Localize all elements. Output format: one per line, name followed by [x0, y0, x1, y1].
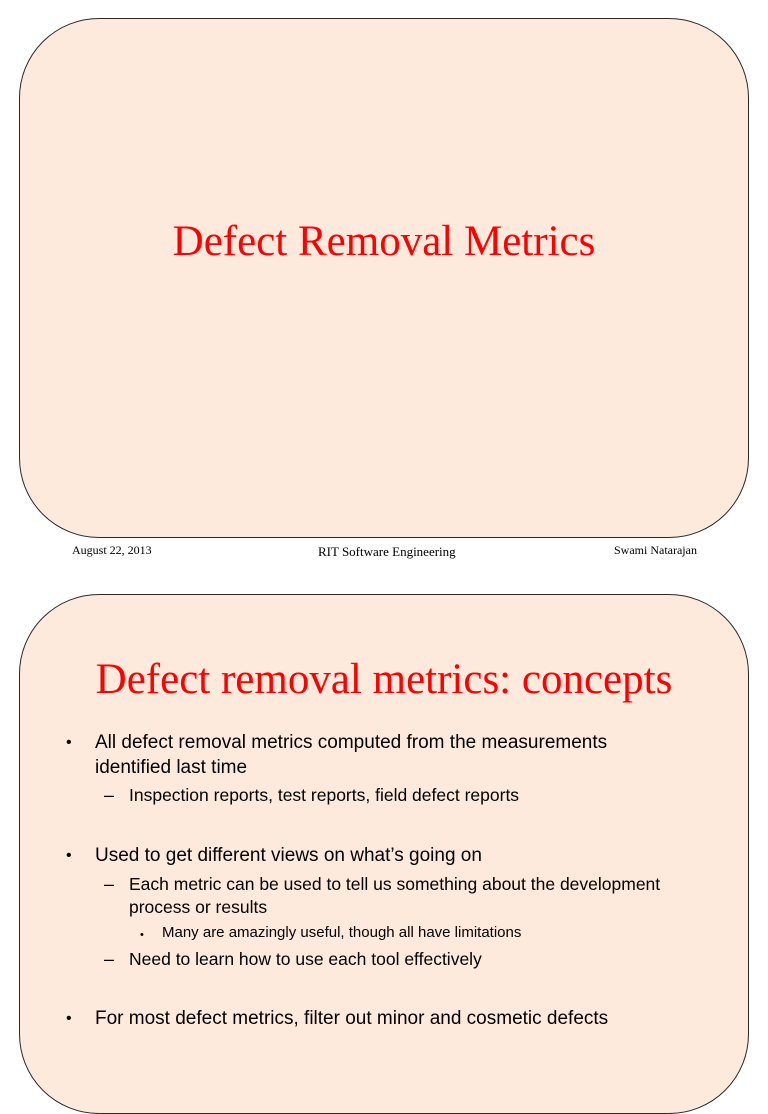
sub-bullet-text: Need to learn how to use each tool effectively — [129, 949, 482, 969]
concepts-slide — [19, 594, 749, 1114]
bullet-text: Used to get different views on what’s going on — [95, 845, 482, 866]
sub-sub-bullet-text: Many are amazingly useful, though all have limitations — [162, 924, 522, 941]
bullet-text: All defect removal metrics computed from the measurements identified last time — [95, 732, 608, 778]
sub-bullet-item — [104, 873, 664, 919]
sub-bullet-text: Each metric can be used to tell us something about the development process or results — [129, 874, 661, 917]
footer-date: August 22, 2013 — [72, 543, 152, 557]
slide-title: Defect Removal Metrics — [172, 218, 596, 265]
bullet-marker: • — [66, 734, 72, 751]
bullet-text: For most defect metrics, filter out minor and cosmetic defects — [95, 1008, 609, 1029]
sub-bullet-text: Inspection reports, test reports, field defect reports — [129, 785, 520, 805]
dash-marker: – — [104, 874, 115, 894]
sub-bullet-item — [104, 948, 664, 971]
dash-marker: – — [104, 949, 115, 969]
slide-footer — [0, 543, 768, 563]
bullet-item — [66, 730, 666, 780]
dash-marker: – — [104, 785, 115, 805]
bullet-item — [66, 843, 666, 868]
footer-author: Swami Natarajan — [614, 543, 697, 557]
bullet-marker: • — [66, 1010, 72, 1027]
bullet-marker: • — [66, 847, 72, 864]
title-slide — [19, 18, 749, 538]
bullet-item — [66, 1006, 726, 1031]
bullet-marker: • — [140, 929, 144, 941]
sub-sub-bullet-item — [140, 923, 640, 943]
sub-bullet-item — [104, 784, 664, 807]
footer-org: RIT Software Engineering — [318, 544, 456, 559]
slide-title: Defect removal metrics: concepts — [95, 656, 673, 703]
